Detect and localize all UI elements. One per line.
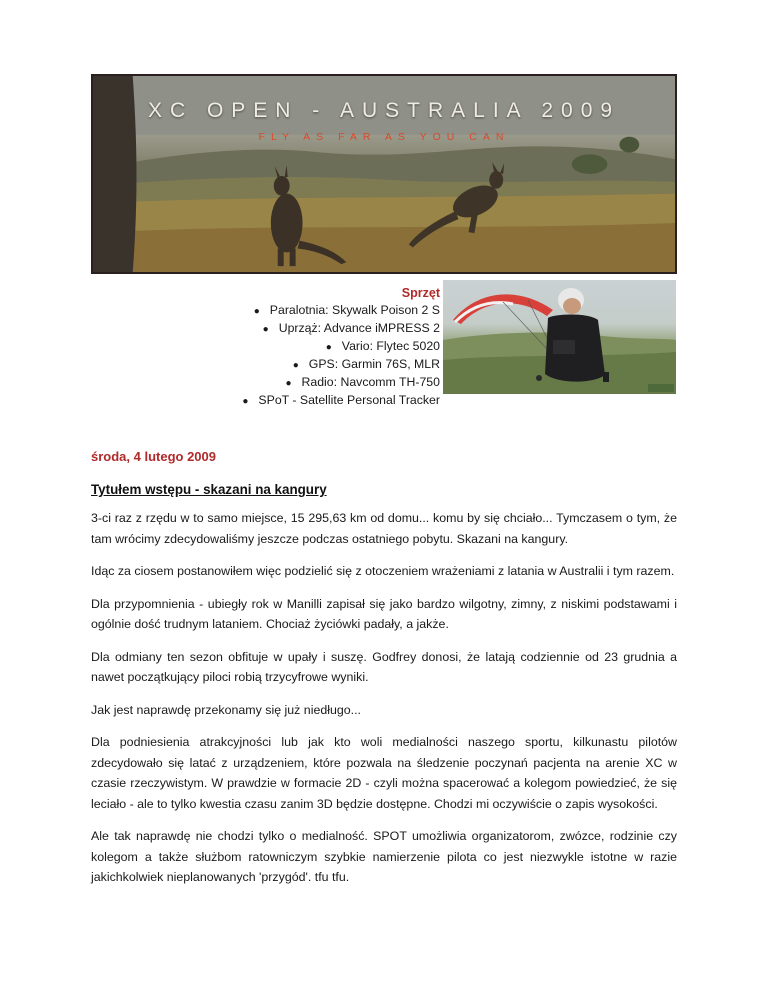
paragraph: Dla przypomnienia - ubiegły rok w Manilli zapisał się jako bardzo wilgotny, zimny, z niskimi podstawami i ogólnie dość trudnym lataniem. Chociaż życiówki padały, a jakże.	[91, 596, 677, 631]
post-title[interactable]: Tytułem wstępu - skazani na kangury	[91, 482, 327, 497]
paragraph: Dla odmiany ten sezon obfituje w upały i suszę. Godfrey donosi, że latają codziennie od 23 grudnia a nawet początkujący piloci robią trzycyfrowe wyniki.	[91, 649, 677, 684]
post-date: środa, 4 lutego 2009	[91, 449, 216, 464]
bullet-icon: ●	[253, 306, 260, 317]
pilot-photo	[443, 280, 676, 394]
list-item: ● GPS: Garmin 76S, MLR	[292, 357, 440, 371]
paraglider-pilot-image	[443, 280, 676, 394]
bullet-icon: ●	[292, 360, 299, 371]
bullet-icon: ●	[325, 342, 332, 353]
paragraph: 3-ci raz z rzędu w to samo miejsce, 15 295,63 km od domu... komu by się chciało... Tymczasem o tym, że tam wrócimy zdecydowaliśmy jeszcze podczas ostatniego pobytu. Skazani na kangury.	[91, 511, 677, 546]
equipment-heading: Sprzęt	[401, 286, 440, 300]
equipment-list	[220, 302, 440, 410]
list-item: ● Vario: Flytec 5020	[325, 339, 440, 353]
paragraph: Idąc za ciosem postanowiłem więc podzielić się z otoczeniem wrażeniami z latania w Australii i tym razem.	[91, 564, 675, 578]
post-body	[91, 508, 677, 900]
paragraph: Ale tak naprawdę nie chodzi tylko o medialność. SPOT umożliwia organizatorom, zwózce, rodzinie czy kolegom a także służbom ratowniczym szybkie namierzenie pilota co jest niezwykle istotne w razie jakichkolwiek nieplanowanych 'przygód'. tfu tfu.	[91, 829, 677, 884]
bullet-icon: ●	[262, 324, 269, 335]
list-item: ● SPoT - Satellite Personal Tracker	[242, 393, 440, 407]
paragraph: Dla podniesienia atrakcyjności lub jak kto woli medialności naszego sportu, kilkunastu pilotów zdecydowało się latać z urządzeniem, które pozwala na śledzenie poczynań pacjenta na arenie XC w czasie rzeczywistym. W prawdzie w formacie 2D - czyli można spacerować a kolegom powiedzieć, że się leciało - ale to tylko kwestia czasu zanim 3D będzie dostępne. Chodzi mi oczywiście o zapis wysokości.	[91, 735, 677, 811]
list-item: ● Paralotnia: Skywalk Poison 2 S	[253, 303, 440, 317]
bullet-icon: ●	[242, 396, 249, 407]
list-item: ● Radio: Navcomm TH-750	[285, 375, 440, 389]
banner-title: XC OPEN - AUSTRALIA 2009	[147, 99, 621, 122]
banner-subtitle: FLY AS FAR AS YOU CAN	[258, 131, 510, 143]
list-item: ● Uprząż: Advance iMPRESS 2	[262, 321, 440, 335]
header-banner	[91, 74, 677, 274]
bullet-icon: ●	[285, 378, 292, 389]
paragraph: Jak jest naprawdę przekonamy się już niedługo...	[91, 702, 361, 717]
